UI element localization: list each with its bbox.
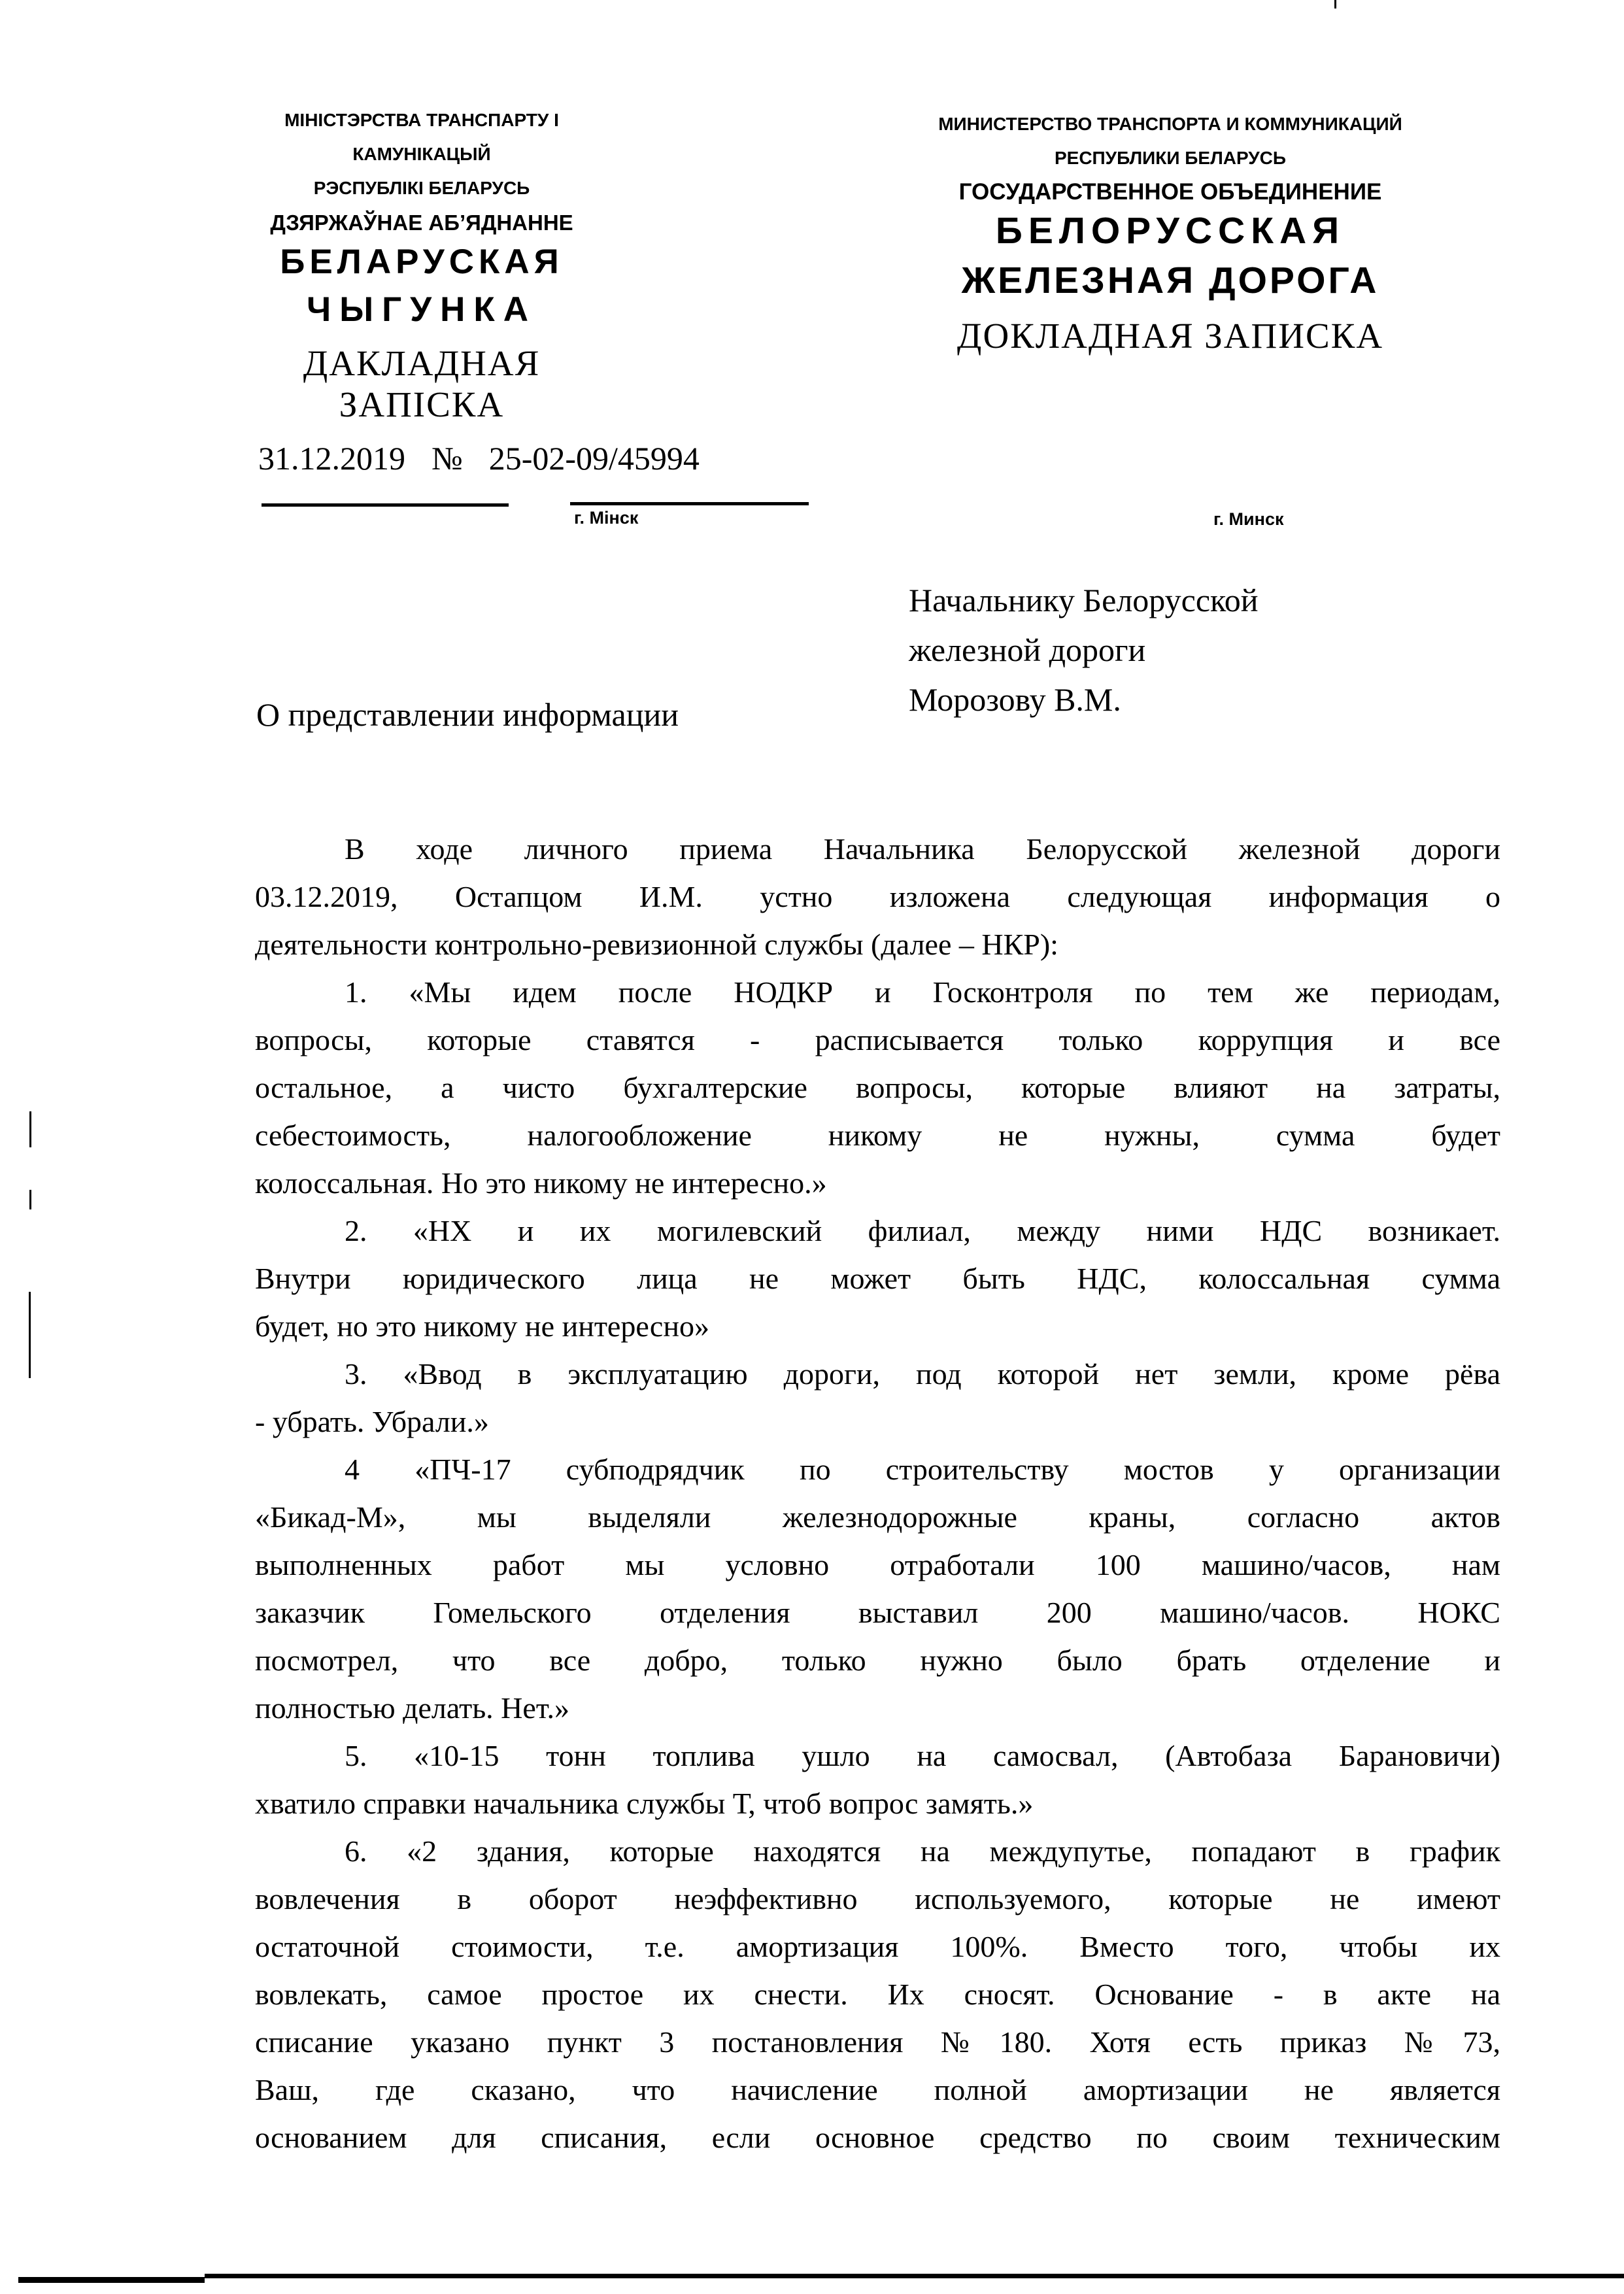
org-name-by-2: ЧЫГУНКА	[306, 290, 537, 329]
body-line: 03.12.2019, Остапцом И.М. устно изложена следующая информация о	[255, 880, 1500, 913]
body-line: Ваш, где сказано, что начисление полной амортизации не является	[255, 2073, 1500, 2106]
underline-rule-right	[570, 502, 809, 505]
body-line: 6. «2 здания, которые находятся на междупутье, попадают в график	[345, 1834, 1500, 1868]
body-line: основанием для списания, если основное средство по своим техническим	[255, 2121, 1500, 2154]
body-line: остаточной стоимости, т.е. амортизация 100%. Вместо того, чтобы их	[255, 1930, 1500, 1963]
doc-type-ru: ДОКЛАДНАЯ ЗАПИСКА	[956, 316, 1384, 356]
body-line: 5. «10-15 тонн топлива ушло на самосвал, (Автобаза Барановичи)	[345, 1739, 1500, 1772]
body-line: списание указано пункт 3 постановления №180. Хотя есть приказ №73,	[255, 2025, 1500, 2059]
subject-line: О представлении информации	[256, 696, 679, 733]
body-line: полностью делать. Нет.»	[255, 1691, 569, 1725]
body-line: вовлекать, самое простое их снести. Их сносят. Основание - в акте на	[255, 1978, 1500, 2011]
document-number: 25-02-09/45994	[488, 440, 700, 477]
underline-rule-left	[262, 503, 509, 507]
body-line: «Бикад-М», мы выделяли железнодорожные краны, согласно актов	[255, 1500, 1500, 1534]
body-line: - убрать. Убрали.»	[255, 1405, 489, 1438]
org-type-ru: ГОСУДАРСТВЕННОЕ ОБЪЕДИНЕНИЕ	[958, 179, 1382, 205]
body-line: деятельности контрольно-ревизионной службы (далее – НКР):	[255, 928, 1058, 961]
body-line: заказчик Гомельского отделения выставил 200 машино/часов. НОКС	[255, 1596, 1500, 1629]
number-sign: №	[431, 440, 463, 477]
body-line: колоссальная. Но это никому не интересно.»	[255, 1166, 827, 1200]
body-line: остальное, а чисто бухгалтерские вопросы, которые влияют на затраты,	[255, 1071, 1500, 1104]
body-line: 2. «НХ и их могилевский филиал, между ними НДС возникает.	[345, 1214, 1500, 1247]
addressee-line: железной дороги	[909, 632, 1146, 668]
scan-mark-left-1	[29, 1111, 31, 1147]
letterhead-right	[915, 107, 1425, 356]
ministry-line: МИНИСТЕРСТВО ТРАНСПОРТА И КОММУНИКАЦИЙ	[938, 114, 1402, 134]
ministry-line: РЭСПУБЛІКІ БЕЛАРУСЬ	[313, 178, 530, 198]
addressee-line: Морозову В.М.	[909, 681, 1121, 718]
body-text	[255, 825, 1500, 2161]
body-line: 3. «Ввод в эксплуатацию дороги, под которой нет земли, кроме рёва	[345, 1357, 1500, 1391]
body-line: себестоимость, налогообложение никому не нужны, сумма будет	[255, 1119, 1500, 1152]
org-name-ru-2: ЖЕЛЕЗНАЯ ДОРОГА	[961, 260, 1379, 301]
doc-type-by: ДАКЛАДНАЯ ЗАПІСКА	[303, 343, 541, 424]
scan-edge-bottom-right	[205, 2274, 1624, 2278]
place-label-by: г. Мінск	[574, 508, 639, 528]
body-line: 1. «Мы идем после НОДКР и Госконтроля по тем же периодам,	[345, 975, 1500, 1009]
body-line: вовлечения в оборот неэффективно используемого, которые не имеют	[255, 1882, 1500, 1915]
body-line: В ходе личного приема Начальника Белорусской железной дороги	[345, 832, 1500, 866]
scan-edge-bottom-left	[18, 2277, 205, 2283]
org-name-by-1: БЕЛАРУСКАЯ	[280, 243, 564, 281]
scan-mark-left-3	[29, 1292, 31, 1378]
body-line: 4 «ПЧ-17 субподрядчик по строительству мостов у организации	[345, 1453, 1500, 1486]
scan-mark-left-2	[29, 1190, 31, 1209]
body-line: хватило справки начальника службы Т, чтоб вопрос замять.»	[255, 1787, 1034, 1820]
date-number-line	[258, 439, 700, 477]
org-name-ru-1: БЕЛОРУССКАЯ	[995, 210, 1345, 252]
letterhead-left	[216, 103, 628, 425]
place-label-ru: г. Минск	[1213, 509, 1284, 529]
addressee-block	[909, 575, 1259, 724]
addressee-line: Начальнику Белорусской	[909, 582, 1259, 618]
body-line: посмотрел, что все добро, только нужно было брать отделение и	[255, 1644, 1500, 1677]
ministry-name-by	[216, 103, 628, 205]
body-line: вопросы, которые ставятся - расписывается только коррупция и все	[255, 1023, 1500, 1056]
body-line: будет, но это никому не интересно»	[255, 1309, 709, 1343]
document-date: 31.12.2019	[258, 440, 405, 477]
ministry-line: МІНІСТЭРСТВА ТРАНСПАРТУ І КАМУНІКАЦЫЙ	[284, 110, 559, 164]
org-type-by: ДЗЯРЖАЎНАЕ АБ’ЯДНАННЕ	[270, 211, 573, 235]
ministry-line: РЕСПУБЛИКИ БЕЛАРУСЬ	[1054, 148, 1287, 168]
body-line: Внутри юридического лица не может быть НДС, колоссальная сумма	[255, 1262, 1500, 1295]
body-line: выполненных работ мы условно отработали 100 машино/часов, нам	[255, 1548, 1500, 1581]
ministry-name-ru	[915, 107, 1425, 175]
scan-mark-top	[1334, 0, 1336, 8]
